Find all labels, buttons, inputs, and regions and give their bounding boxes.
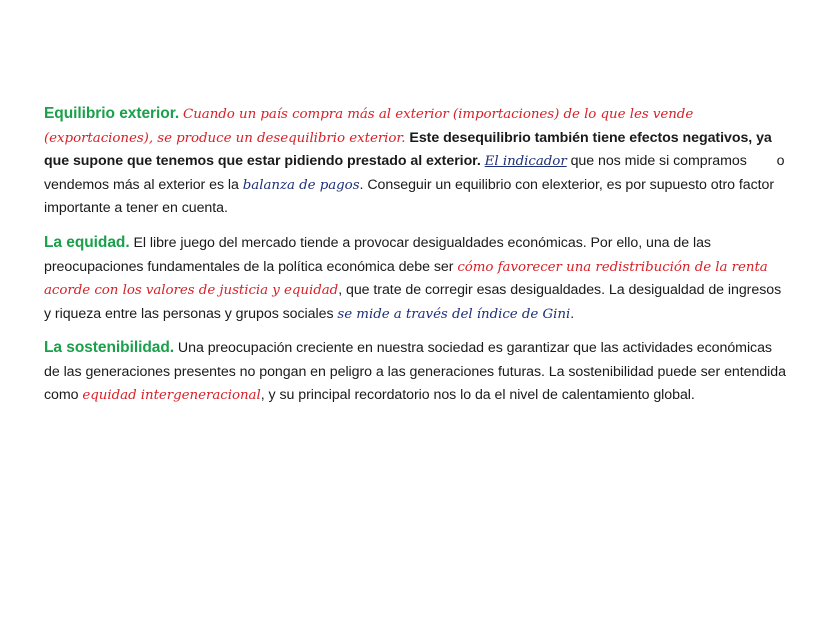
plain-text: , y su principal recordatorio nos lo da el nivel de calentamiento global. bbox=[260, 387, 695, 404]
plain-text: El libre juego del mercado tiende a provocar desigualdades económicas. Por ello, una de las preocupaciones fundamentales de la política económica debe ser bbox=[44, 235, 711, 275]
heading-sostenibilidad: La sostenibilidad. bbox=[44, 339, 175, 357]
paragraph-equidad bbox=[44, 231, 790, 326]
heading-equilibrio-exterior: Equilibrio exterior. bbox=[44, 105, 180, 123]
plain-text: . Conseguir un equilibrio con elexterior, es por supuesto otro factor importante a tener en cuenta. bbox=[44, 176, 775, 217]
plain-text: , que trate de corregir esas desigualdades. La desigualdad de ingresos y riqueza entre las personas y grupos sociales bbox=[44, 282, 782, 322]
heading-equidad: La equidad. bbox=[44, 234, 130, 252]
handwritten-blue-gini: se mide a través del índice de Gini bbox=[337, 306, 571, 322]
plain-text: o bbox=[776, 153, 785, 170]
plain-text: . bbox=[570, 305, 575, 322]
plain-text: Una preocupación creciente en nuestra sociedad es garantizar que las actividades económicas de las generaciones presentes no pongan en peligro a las generaciones futuras. La sostenibilidad puede ser entendida como bbox=[44, 340, 786, 404]
handwritten-red-equidad-intergeneracional: equidad intergeneracional bbox=[82, 388, 261, 404]
paragraph-sostenibilidad bbox=[44, 336, 790, 408]
handwritten-blue-indicador: El indicador bbox=[484, 154, 567, 170]
plain-text: que nos mide si compramos bbox=[570, 153, 747, 170]
bold-statement: Este desequilibrio también tiene efectos negativos, ya que supone que tenemos que estar pidiendo prestado al exterior. bbox=[44, 129, 772, 170]
handwritten-blue-balanza: balanza de pagos bbox=[242, 177, 360, 193]
handwritten-red-definition: Cuando un país compra más al exterior (importaciones) de lo que les vende (exportaciones), se produce un desequilibrio exterior. bbox=[44, 107, 694, 146]
paragraph-equilibrio-exterior bbox=[44, 102, 790, 221]
handwritten-red-redistribucion: cómo favorecer una redistribución de la renta acorde con los valores de justicia y equidad bbox=[44, 259, 768, 299]
plain-text: vendemos más al exterior es la bbox=[44, 176, 239, 193]
